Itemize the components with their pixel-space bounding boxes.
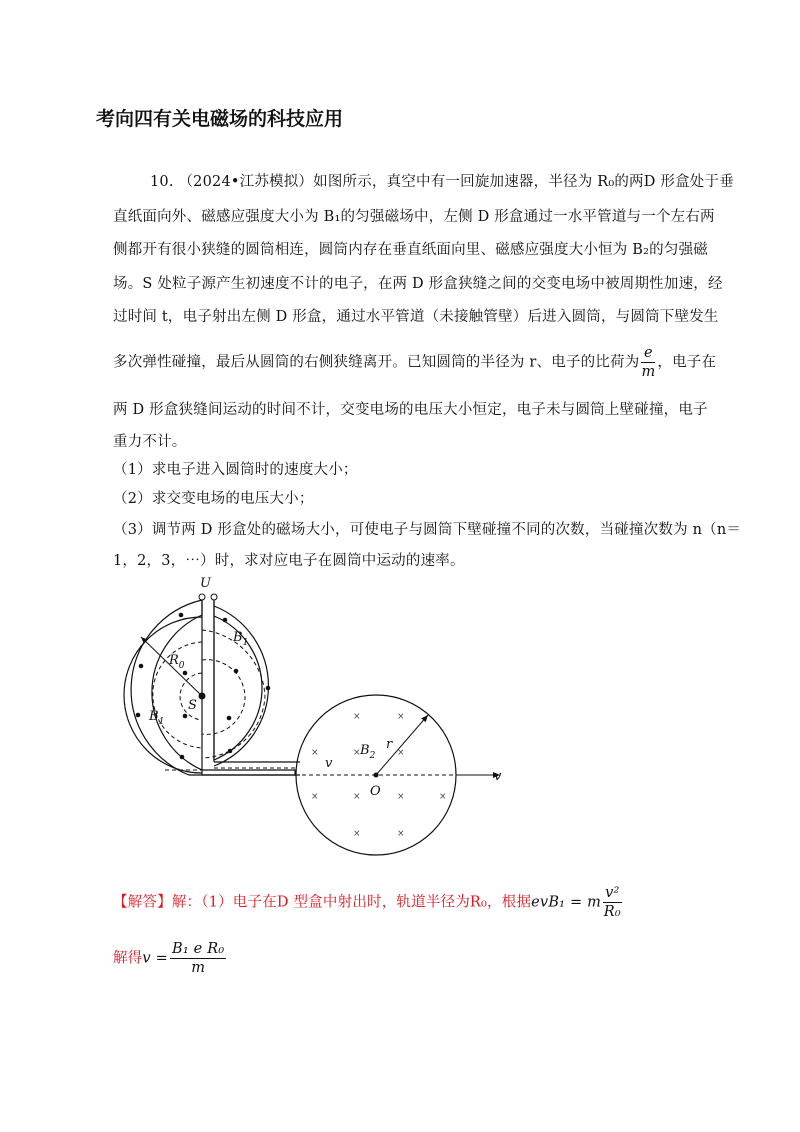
svg-text:×: × xyxy=(353,829,361,839)
label-B2-sub: 2 xyxy=(369,751,376,761)
label-U: U xyxy=(200,576,211,591)
label-B1-left-main: B xyxy=(149,709,159,724)
problem-line-5: 过时间 t，电子射出左侧 D 形盒，通过水平管道（未接触管壁）后进入圆筒，与圆筒下壁发生 xyxy=(113,309,719,325)
label-r: r xyxy=(386,737,393,752)
solve-label: 解得 xyxy=(113,950,143,967)
fraction-numerator: e xyxy=(641,344,655,363)
svg-text:×: × xyxy=(353,712,361,722)
question-3-line-1: （3）调节两 D 形盒处的磁场大小，可使电子与圆筒下壁碰撞不同的次数，当碰撞次数为 n（n＝ xyxy=(113,522,742,538)
formula-2-numerator: B₁ e R₀ xyxy=(171,941,225,957)
formula-2-denominator: m xyxy=(191,960,206,976)
svg-text:×: × xyxy=(311,748,319,758)
terminal-right xyxy=(211,594,217,600)
terminal-left xyxy=(199,594,205,600)
svg-text:×: × xyxy=(353,792,361,802)
svg-text:×: × xyxy=(353,748,361,758)
label-O: O xyxy=(370,784,381,799)
label-B1-left xyxy=(148,709,164,727)
answer-line-1 xyxy=(113,884,624,921)
svg-text:×: × xyxy=(311,792,319,802)
problem-line-4: 场。S 处粒子源产生初速度不计的电子，在两 D 形盒狭缝之间的交变电场中被周期性加速，经 xyxy=(113,276,723,292)
label-v-out: v xyxy=(494,769,502,784)
fraction-denominator: m xyxy=(641,364,656,380)
cyclotron-figure xyxy=(105,570,525,860)
problem-line-6-text-b: ，电子在 xyxy=(657,354,717,371)
right-d-box xyxy=(214,600,262,760)
label-B1-top-main: B xyxy=(233,630,243,645)
left-dee-arc xyxy=(124,617,202,773)
svg-text:×: × xyxy=(397,748,405,758)
answer-tag: 【解答】 xyxy=(113,894,172,911)
formula-1-numerator: v² xyxy=(605,885,620,901)
svg-text:×: × xyxy=(439,792,447,802)
left-d-box xyxy=(131,600,295,775)
svg-text:×: × xyxy=(397,712,405,722)
label-B2 xyxy=(359,743,376,761)
problem-line-2: 直纸面向外、磁感应强度大小为 B₁的匀强磁场中，左侧 D 形盒通过一水平管道与一个左右两 xyxy=(113,209,715,225)
label-S: S xyxy=(188,698,197,713)
problem-line-8: 重力不计。 xyxy=(113,434,187,450)
field-dots-out xyxy=(136,613,271,760)
orbit-dashed-3 xyxy=(202,660,245,735)
question-2: （2）求交变电场的电压大小； xyxy=(113,491,314,507)
formula-1-fraction xyxy=(603,884,621,921)
answer-line-2 xyxy=(113,940,228,977)
formula-1-lhs: evB₁ = m xyxy=(531,894,602,911)
formula-1-denominator: R₀ xyxy=(603,904,621,920)
svg-text:×: × xyxy=(397,792,405,802)
source-S-point xyxy=(199,693,206,700)
section-title: 考向四有关电磁场的科技应用 xyxy=(96,108,344,130)
svg-text:×: × xyxy=(397,829,405,839)
label-R0 xyxy=(168,653,185,671)
label-R0-main: R xyxy=(169,653,179,668)
problem-line-3: 侧都开有很小狭缝的圆筒相连，圆筒内存在垂直纸面向里、磁感应强度大小恒为 B₂的匀强磁 xyxy=(113,242,708,258)
label-v-tube: v xyxy=(325,756,333,771)
label-B2-main: B xyxy=(360,743,370,758)
label-B1-top xyxy=(232,630,248,648)
formula-2-fraction xyxy=(170,940,226,977)
problem-line-6 xyxy=(113,344,716,381)
formula-2-lhs: v = xyxy=(142,950,168,967)
radius-r-arrow xyxy=(376,715,428,775)
label-B1-left-sub: 1 xyxy=(158,717,165,727)
question-3-line-2: 1，2，3，⋯）时，求对应电子在圆筒中运动的速率。 xyxy=(113,553,465,569)
label-B1-top-sub: 1 xyxy=(242,638,249,648)
orbit-dashed-1 xyxy=(202,630,265,758)
problem-line-1: 10. （2024•江苏模拟）如图所示，真空中有一回旋加速器，半径为 R₀的两D 形盒处于垂 xyxy=(150,174,734,190)
question-1: （1）求电子进入圆筒时的速度大小； xyxy=(113,462,358,478)
label-R0-sub: 0 xyxy=(178,661,185,671)
problem-line-7: 两 D 形盒狭缝间运动的时间不计，交变电场的电压大小恒定，电子未与圆筒上壁碰撞，电子 xyxy=(113,402,708,418)
problem-line-6-text-a: 多次弹性碰撞，最后从圆筒的右侧狭缝离开。已知圆筒的半径为 r、电子的比荷为 xyxy=(113,354,640,371)
charge-mass-ratio-fraction xyxy=(641,344,655,381)
center-O-point xyxy=(374,773,379,778)
answer-lead: 解：（1）电子在D 型盒中射出时，轨道半径为R₀，根据 xyxy=(171,894,532,911)
